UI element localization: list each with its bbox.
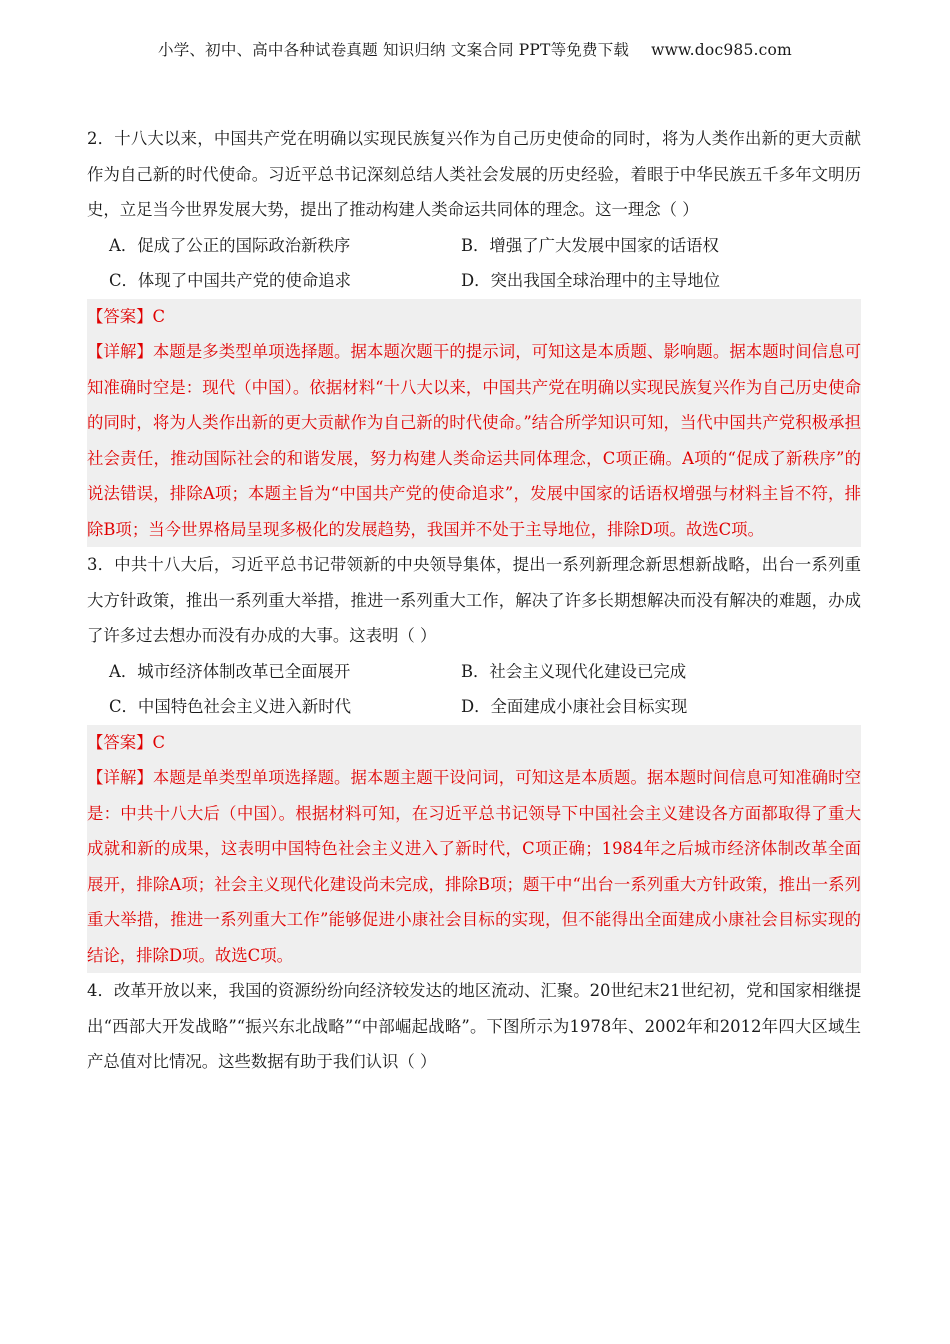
question-2-explanation: 【详解】本题是多类型单项选择题。据本题次题干的提示词，可知这是本质题、影响题。据本题时间信息可知准确时空是：现代（中国）。依据材料“十八大以来，中国共产党在明确以实现民族复兴作为自己历史使命的同时，将为人类作出新的更大贡献作为自己新的时代使命。”结合所学知识可知，当代中国共产党积极承担社会责任，推动国际社会的和谐发展，努力构建人类命运共同体理念，C项正确。A项的“促成了新秩序”的说法错误，排除A项；本题主旨为“中国共产党的使命追求”，发展中国家的话语权增强与材料主旨不符，排除B项；当今世界格局呈现多极化的发展趋势，我国并不处于主导地位，排除D项。故选C项。 (87, 342, 861, 539)
question-2-answer-block (87, 299, 861, 548)
question-3-answer: 【答案】C (87, 732, 166, 752)
header-text: 小学、初中、高中各种试卷真题 知识归纳 文案合同 PPT等免费下载 (158, 41, 630, 59)
question-2-option-a: A．促成了公正的国际政治新秩序 (109, 235, 351, 255)
page-header (0, 38, 950, 60)
question-3-option-b: B．社会主义现代化建设已完成 (461, 661, 687, 681)
question-3-answer-block (87, 725, 861, 974)
question-3-explanation: 【详解】本题是单类型单项选择题。据本题主题干设问词，可知这是本质题。据本题时间信息可知准确时空是：中共十八大后（中国）。根据材料可知，在习近平总书记领导下中国社会主义建设各方面都取得了重大成就和新的成果，这表明中国特色社会主义进入了新时代，C项正确；1984年之后城市经济体制改革全面展开，排除A项；社会主义现代化建设尚未完成，排除B项；题干中“出台一系列重大方针政策，推出一系列重大举措，推进一系列重大工作”能够促进小康社会目标的实现，但不能得出全面建成小康社会目标实现的结论，排除D项。故选C项。 (87, 768, 861, 965)
question-4 (87, 973, 861, 1080)
question-3-stem: 3．中共十八大后，习近平总书记带领新的中央领导集体，提出一系列新理念新思想新战略，出台一系列重大方针政策，推出一系列重大举措，推进一系列重大工作，解决了许多长期想解决而没有解决的难题，办成了许多过去想办而没有办成的大事。这表明（ ） (87, 555, 861, 645)
question-3-options (87, 654, 861, 725)
header-site: www.doc985.com (651, 41, 792, 59)
question-2-option-b: B．增强了广大发展中国家的话语权 (461, 235, 719, 255)
question-2-stem: 2．十八大以来，中国共产党在明确以实现民族复兴作为自己历史使命的同时，将为人类作出新的更大贡献作为自己新的时代使命。习近平总书记深刻总结人类社会发展的历史经验，着眼于中华民族五千多年文明历史，立足当今世界发展大势，提出了推动构建人类命运共同体的理念。这一理念（ ） (87, 129, 861, 219)
question-2-answer: 【答案】C (87, 306, 166, 326)
question-2-options (87, 228, 861, 299)
question-3-option-a: A．城市经济体制改革已全面展开 (109, 661, 351, 681)
question-4-stem: 4．改革开放以来，我国的资源纷纷向经济较发达的地区流动、汇聚。20世纪末21世纪初，党和国家相继提出“西部大开发战略”“振兴东北战略”“中部崛起战略”。下图所示为1978年、2002年和2012年四大区域生产总值对比情况。这些数据有助于我们认识（ ） (87, 981, 861, 1071)
question-3 (87, 547, 861, 973)
question-2-option-d: D．突出我国全球治理中的主导地位 (461, 271, 720, 290)
document-body (87, 121, 861, 1080)
question-3-option-d: D．全面建成小康社会目标实现 (461, 697, 688, 716)
question-3-option-c: C．中国特色社会主义进入新时代 (109, 697, 352, 716)
question-2 (87, 121, 861, 547)
question-2-option-c: C．体现了中国共产党的使命追求 (109, 271, 352, 290)
